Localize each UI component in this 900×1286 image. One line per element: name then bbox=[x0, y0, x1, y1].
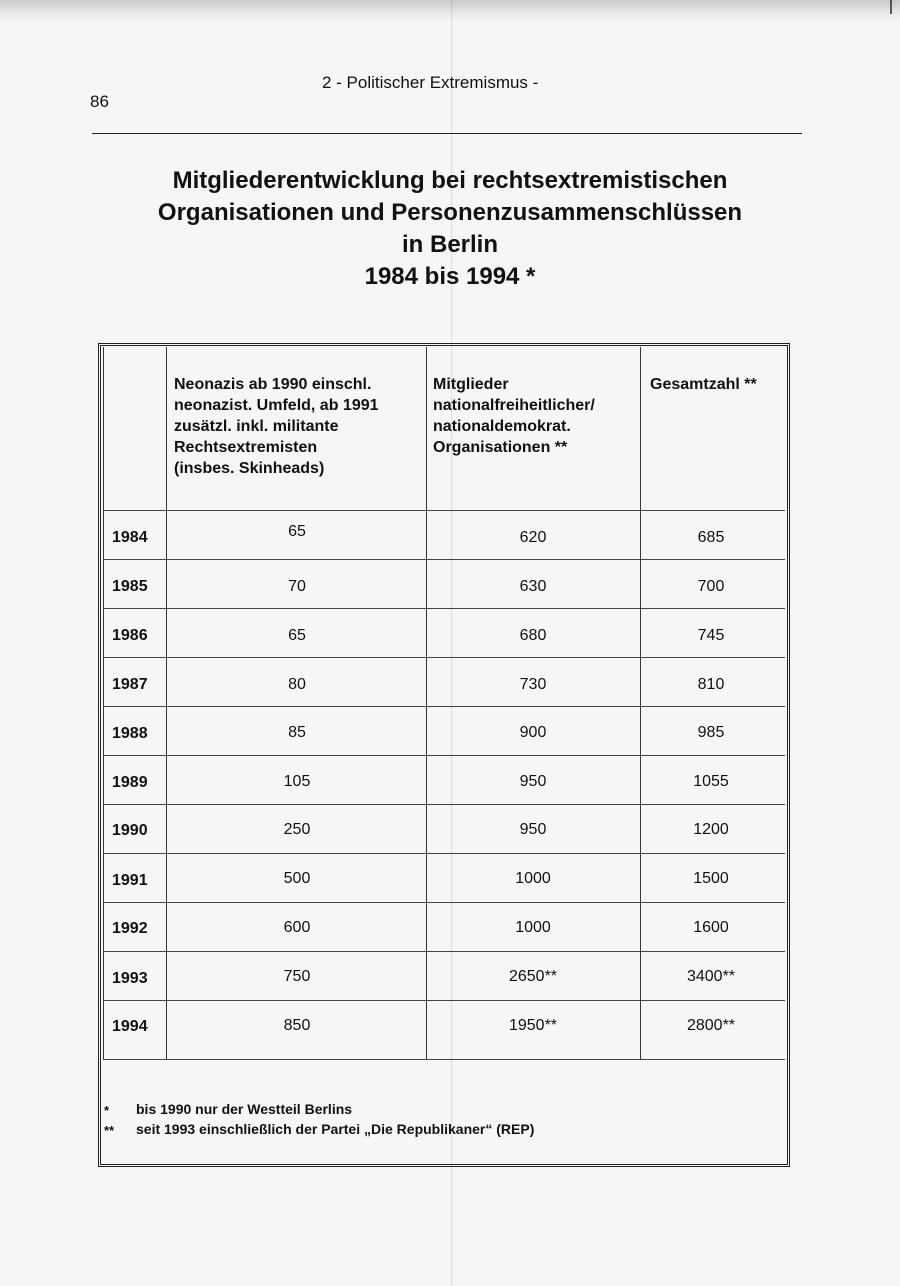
cell-neonazis: 750 bbox=[283, 968, 311, 985]
cell-national: 1950** bbox=[508, 1017, 558, 1034]
cell-national: 680 bbox=[519, 627, 547, 644]
cell-neonazis: 85 bbox=[288, 724, 306, 741]
row-divider bbox=[103, 559, 785, 560]
scan-mark bbox=[890, 0, 892, 14]
cell-neonazis: 70 bbox=[288, 578, 306, 595]
row-year: 1989 bbox=[112, 774, 148, 791]
row-divider bbox=[103, 510, 785, 511]
row-year: 1994 bbox=[112, 1018, 148, 1035]
scan-shadow bbox=[0, 0, 900, 22]
title-line: Mitgliederentwicklung bei rechtsextremistischen bbox=[172, 167, 728, 194]
footnote-text: seit 1993 einschließlich der Partei „Die Republikaner“ (REP) bbox=[136, 1121, 535, 1137]
row-year: 1993 bbox=[112, 970, 148, 987]
cell-total: 2800** bbox=[686, 1017, 736, 1034]
header-neonazis: Neonazis ab 1990 einschl. neonazist. Umfeld, ab 1991 zusätzl. inkl. militante Rechtsextremisten (insbes. Skinheads) bbox=[174, 376, 379, 477]
cell-neonazis: 65 bbox=[288, 627, 306, 644]
row-divider bbox=[103, 1059, 785, 1060]
cell-total: 1200 bbox=[693, 821, 729, 838]
row-divider bbox=[103, 608, 785, 609]
row-year: 1985 bbox=[112, 578, 148, 595]
row-divider bbox=[103, 853, 785, 854]
row-year: 1991 bbox=[112, 872, 148, 889]
running-header: 2 - Politischer Extremismus - bbox=[322, 73, 539, 92]
column-divider bbox=[103, 347, 104, 1059]
header-total: Gesamtzahl ** bbox=[650, 376, 757, 393]
cell-neonazis: 250 bbox=[283, 821, 311, 838]
cell-national: 630 bbox=[519, 578, 547, 595]
cell-national: 1000 bbox=[515, 919, 551, 936]
cell-national: 1000 bbox=[515, 870, 551, 887]
column-divider bbox=[166, 347, 167, 1059]
cell-national: 2650** bbox=[508, 968, 558, 985]
row-year: 1992 bbox=[112, 920, 148, 937]
cell-total: 1600 bbox=[693, 919, 729, 936]
cell-neonazis: 105 bbox=[283, 773, 311, 790]
row-year: 1990 bbox=[112, 822, 148, 839]
cell-total: 745 bbox=[697, 627, 725, 644]
page-number: 86 bbox=[90, 92, 109, 111]
cell-neonazis: 850 bbox=[283, 1017, 311, 1034]
row-year: 1986 bbox=[112, 627, 148, 644]
column-divider bbox=[426, 347, 427, 1059]
cell-national: 730 bbox=[519, 676, 547, 693]
cell-total: 700 bbox=[697, 578, 725, 595]
cell-neonazis: 65 bbox=[288, 523, 306, 540]
footnote-text: bis 1990 nur der Westteil Berlins bbox=[136, 1101, 353, 1117]
footnote-mark: * bbox=[104, 1103, 110, 1118]
row-divider bbox=[103, 706, 785, 707]
row-divider bbox=[103, 657, 785, 658]
column-divider bbox=[640, 347, 641, 1059]
cell-national: 620 bbox=[519, 529, 547, 546]
cell-national: 950 bbox=[519, 773, 547, 790]
row-divider bbox=[103, 951, 785, 952]
cell-total: 1055 bbox=[693, 773, 729, 790]
title-line: Organisationen und Personenzusammenschlüssen bbox=[157, 199, 743, 226]
cell-total: 1500 bbox=[693, 870, 729, 887]
row-year: 1987 bbox=[112, 676, 148, 693]
cell-neonazis: 600 bbox=[283, 919, 311, 936]
cell-national: 950 bbox=[519, 821, 547, 838]
row-year: 1984 bbox=[112, 529, 148, 546]
cell-neonazis: 500 bbox=[283, 870, 311, 887]
cell-total: 810 bbox=[697, 676, 725, 693]
row-divider bbox=[103, 804, 785, 805]
document-title bbox=[100, 165, 800, 293]
cell-national: 900 bbox=[519, 724, 547, 741]
title-line: 1984 bis 1994 * bbox=[364, 263, 536, 290]
header-rule bbox=[92, 133, 802, 134]
cell-neonazis: 80 bbox=[288, 676, 306, 693]
row-year: 1988 bbox=[112, 725, 148, 742]
cell-total: 985 bbox=[697, 724, 725, 741]
row-divider bbox=[103, 755, 785, 756]
header-national-organisations: Mitglieder nationalfreiheitlicher/ nationaldemokrat. Organisationen ** bbox=[433, 376, 595, 456]
row-divider bbox=[103, 1000, 785, 1001]
title-line: in Berlin bbox=[401, 231, 498, 258]
row-divider bbox=[103, 902, 785, 903]
cell-total: 3400** bbox=[686, 968, 736, 985]
cell-total: 685 bbox=[697, 529, 725, 546]
footnote-mark: ** bbox=[104, 1123, 115, 1138]
